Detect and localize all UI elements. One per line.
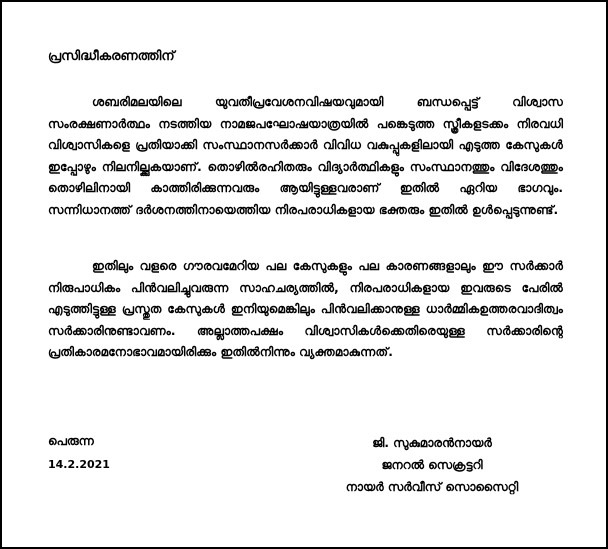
signatory-organization: നായർ സർവീസ് സൊസൈറ്റി	[345, 480, 519, 494]
paragraph-1: ശബരിമലയിലെ യുവതീപ്രവേശനവിഷയവുമായി ബന്ധപ്പെട്ട് വിശ്വാസ സംരക്ഷണാർത്ഥം നടത്തിയ നാമജപഘോഷയാത്രയിൽ പങ്കെടുത്ത സ്ത്രീകളടക്കം നിരവധി വിശ്വാസികളെ പ്രതിയാക്കി സംസ്ഥാനസർക്കാർ വിവിധ വകുപ്പുകളിലായി എടുത്ത കേസുകൾ ഇപ്പോഴും നിലനില്ക്കുകയാണ്. തൊഴിൽരഹിതരും വിദ്യാർത്ഥികളും സംസ്ഥാനത്തും വിദേശത്തും തൊഴിലിനായി കാത്തിരിക്കുന്നവരും ആയിട്ടുള്ളവരാണ് ഇതിൽ ഏറിയ ഭാഗവും. സന്നിധാനത്ത് ദർശനത്തിനായെത്തിയ നിരപരാധികളായ ഭക്തരും ഇതിൽ ഉൾപ്പെടുന്നുണ്ട്.	[48, 95, 563, 217]
signature-block	[302, 432, 562, 498]
date-label: 14.2.2021	[48, 458, 110, 471]
signatory-designation: ജനറൽ സെക്രട്ടറി	[381, 458, 483, 472]
place-label: പെരുന്ന	[48, 434, 94, 448]
paragraph-2: ഇതിലും വളരെ ഗൗരവമേറിയ പല കേസുകളും പല കാരണങ്ങളാലും ഈ സർക്കാർ നിരുപാധികം പിൻവലിച്ചുവരുന്ന സാഹചര്യത്തിൽ, നിരപരാധികളായ ഇവരുടെ പേരിൽ എടുത്തിട്ടുള്ള പ്രസ്തുത കേസുകൾ ഇനിയുമെങ്കിലും പിൻവലിക്കാനുള്ള ധാർമ്മികഉത്തരവാദിത്വം സർക്കാരിനുണ്ടാവണം. അല്ലാത്തപക്ഷം വിശ്വാസികൾക്കെതിരെയുള്ള സർക്കാരിന്റെ പ്രതികാരമനോഭാവമായിരിക്കും ഇതിൽനിന്നും വ്യക്തമാകുന്നത്.	[48, 259, 563, 359]
signatory-name: ജി. സുകുമാരൻനായർ	[372, 436, 492, 450]
document-heading: പ്രസിദ്ധീകരണത്തിന്	[48, 49, 175, 64]
